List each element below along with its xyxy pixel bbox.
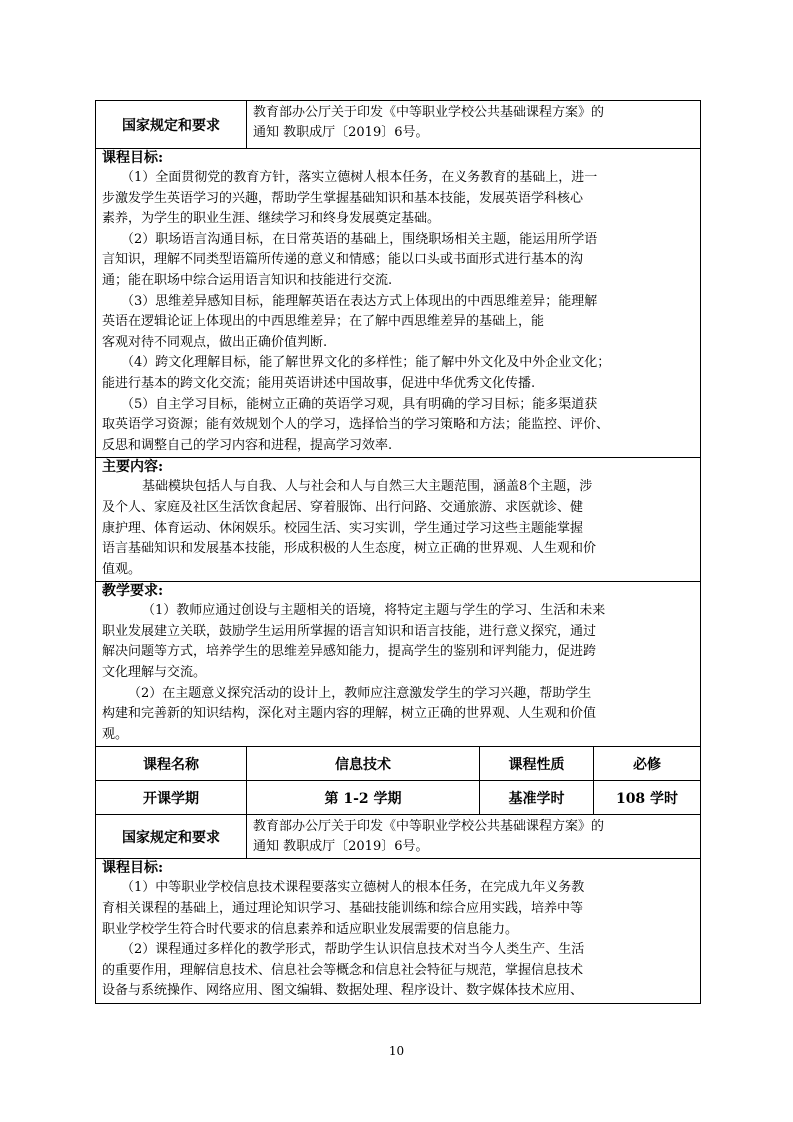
course-name-value: 信息技术: [247, 747, 480, 781]
course-goals-cell: [96, 149, 701, 458]
text-line: 育相关课程的基础上，通过理论知识学习、基础技能训练和综合应用实践，培养中等: [102, 901, 584, 917]
course2-name-row: [96, 747, 701, 781]
text-line: 素养，为学生的职业生涯、继续学习和终身发展奠定基础。: [102, 211, 441, 227]
text-line: 文化理解与交流。: [102, 665, 207, 681]
teaching1-row: [96, 582, 701, 747]
text-line: 取英语学习资源；能有效规划个人的学习，选择恰当的学习策略和方法；能监控、评价、: [102, 417, 610, 433]
goals2-row: [96, 859, 701, 1004]
text-line: 言知识，理解不同类型语篇所传递的意义和情感；能以口头或书面形式进行基本的沟: [102, 252, 584, 268]
text-line: （1）中等职业学校信息技术课程要落实立德树人的根本任务，在完成九年义务教: [121, 880, 585, 896]
main-content-cell: [96, 458, 701, 582]
text-line: 的重要作用，理解信息技术、信息社会等概念和信息社会特征与规范，掌握信息技术: [102, 962, 584, 978]
text-line: （4）跨文化理解目标，能了解世界文化的多样性；能了解中外文化及中外企业文化；: [121, 355, 611, 371]
text-line: 反思和调整自己的学习内容和进程，提高学习效率.: [102, 437, 393, 453]
text-line: 职业发展建立关联，鼓励学生运用所掌握的语言知识和语言技能，进行意义探究，通过: [102, 623, 597, 639]
text-line: 基础模块包括人与自我、人与社会和人与自然三大主题范围，涵盖8个主题，涉: [142, 479, 593, 495]
teaching-requirements-heading: 教学要求:: [102, 583, 164, 600]
hours-label: 基准学时: [480, 781, 594, 815]
text-line: （1）教师应通过创设与主题相关的语境，将特定主题与学生的学习、生活和未来: [142, 603, 606, 619]
main-content-heading: 主要内容:: [102, 459, 164, 476]
hours-value: 108 学时: [594, 781, 701, 815]
text-line: （2）课程通过多样化的教学形式，帮助学生认识信息技术对当今人类生产、生活: [121, 942, 585, 958]
ref-line: 通知 教职成厅〔2019〕6号。: [253, 124, 429, 140]
ref-line: 通知 教职成厅〔2019〕6号。: [253, 838, 429, 854]
text-line: 语言基础知识和发展基本技能，形成积极的人生态度，树立正确的世界观、人生观和价: [102, 541, 597, 557]
text-line: （2）职场语言沟通目标，在日常英语的基础上，围绕职场相关主题，能运用所学语: [121, 231, 598, 247]
text-line: 康护理、体育运动、休闲娱乐。校园生活、实习实训，学生通过学习这些主题能掌握: [102, 520, 584, 536]
text-line: （5）自主学习目标，能树立正确的英语学习观，具有明确的学习目标；能多渠道获: [121, 396, 598, 412]
text-line: 英语在逻辑论证上体现出的中西思维差异；在了解中西思维差异的基础上，能: [102, 314, 545, 330]
course-goals-heading-2: 课程目标:: [102, 860, 164, 877]
ref-line: 教育部办公厅关于印发《中等职业学校公共基础课程方案》的: [253, 105, 605, 120]
page-number: 10: [388, 1044, 405, 1058]
text-line: （2）在主题意义探究活动的设计上，教师应注意激发学生的学习兴趣，帮助学生: [128, 685, 592, 701]
requirements-reference-2: [247, 815, 701, 859]
goals1-row: [96, 149, 701, 458]
course-table-page: [95, 100, 700, 1004]
text-line: 步激发学生英语学习的兴趣，帮助学生掌握基础知识和基本技能，发展英语学科核心: [102, 190, 584, 206]
text-line: 客观对待不同观点，做出正确价值判断.: [102, 334, 328, 350]
teaching-requirements-cell: [96, 582, 701, 747]
course2-term-row: [96, 781, 701, 815]
requirements-label-2: 国家规定和要求: [96, 815, 247, 859]
content1-row: [96, 458, 701, 582]
text-line: 通；能在职场中综合运用语言知识和技能进行交流.: [102, 272, 393, 288]
term-value: 第 1-2 学期: [247, 781, 480, 815]
text-line: 设备与系统操作、网络应用、图文编辑、数据处理、程序设计、数字媒体技术应用、: [102, 983, 584, 999]
course-goals-heading: 课程目标:: [102, 150, 164, 166]
course2-req-row: [96, 815, 701, 859]
course-nature-value: 必修: [594, 747, 701, 781]
text-line: （3）思维差异感知目标，能理解英语在表达方式上体现出的中西思维差异；能理解: [121, 293, 598, 309]
course-nature-label: 课程性质: [480, 747, 594, 781]
text-line: 观。: [102, 726, 129, 742]
section1-row: [96, 101, 701, 149]
course-goals-cell-2: [96, 859, 701, 1004]
requirements-reference: [247, 101, 701, 149]
course-table: [95, 100, 701, 1004]
text-line: 职业学校学生符合时代要求的信息素养和适应职业发展需要的信息能力。: [102, 921, 519, 937]
course-name-label: 课程名称: [96, 747, 247, 781]
term-label: 开课学期: [96, 781, 247, 815]
requirements-label: 国家规定和要求: [96, 101, 247, 149]
text-line: 解决问题等方式，培养学生的思维差异感知能力，提高学生的鉴别和评判能力，促进跨: [102, 644, 597, 660]
text-line: 及个人、家庭及社区生活饮食起居、穿着服饰、出行问路、交通旅游、求医就诊、健: [102, 499, 584, 515]
text-line: 构建和完善新的知识结构，深化对主题内容的理解，树立正确的世界观、人生观和价值: [102, 706, 597, 722]
ref-line: 教育部办公厅关于印发《中等职业学校公共基础课程方案》的: [253, 819, 605, 835]
text-line: 值观。: [102, 561, 142, 577]
text-line: （1）全面贯彻党的教育方针，落实立德树人根本任务，在义务教育的基础上，进一: [121, 170, 598, 185]
text-line: 能进行基本的跨文化交流；能用英语讲述中国故事，促进中华优秀文化传播.: [102, 375, 536, 391]
